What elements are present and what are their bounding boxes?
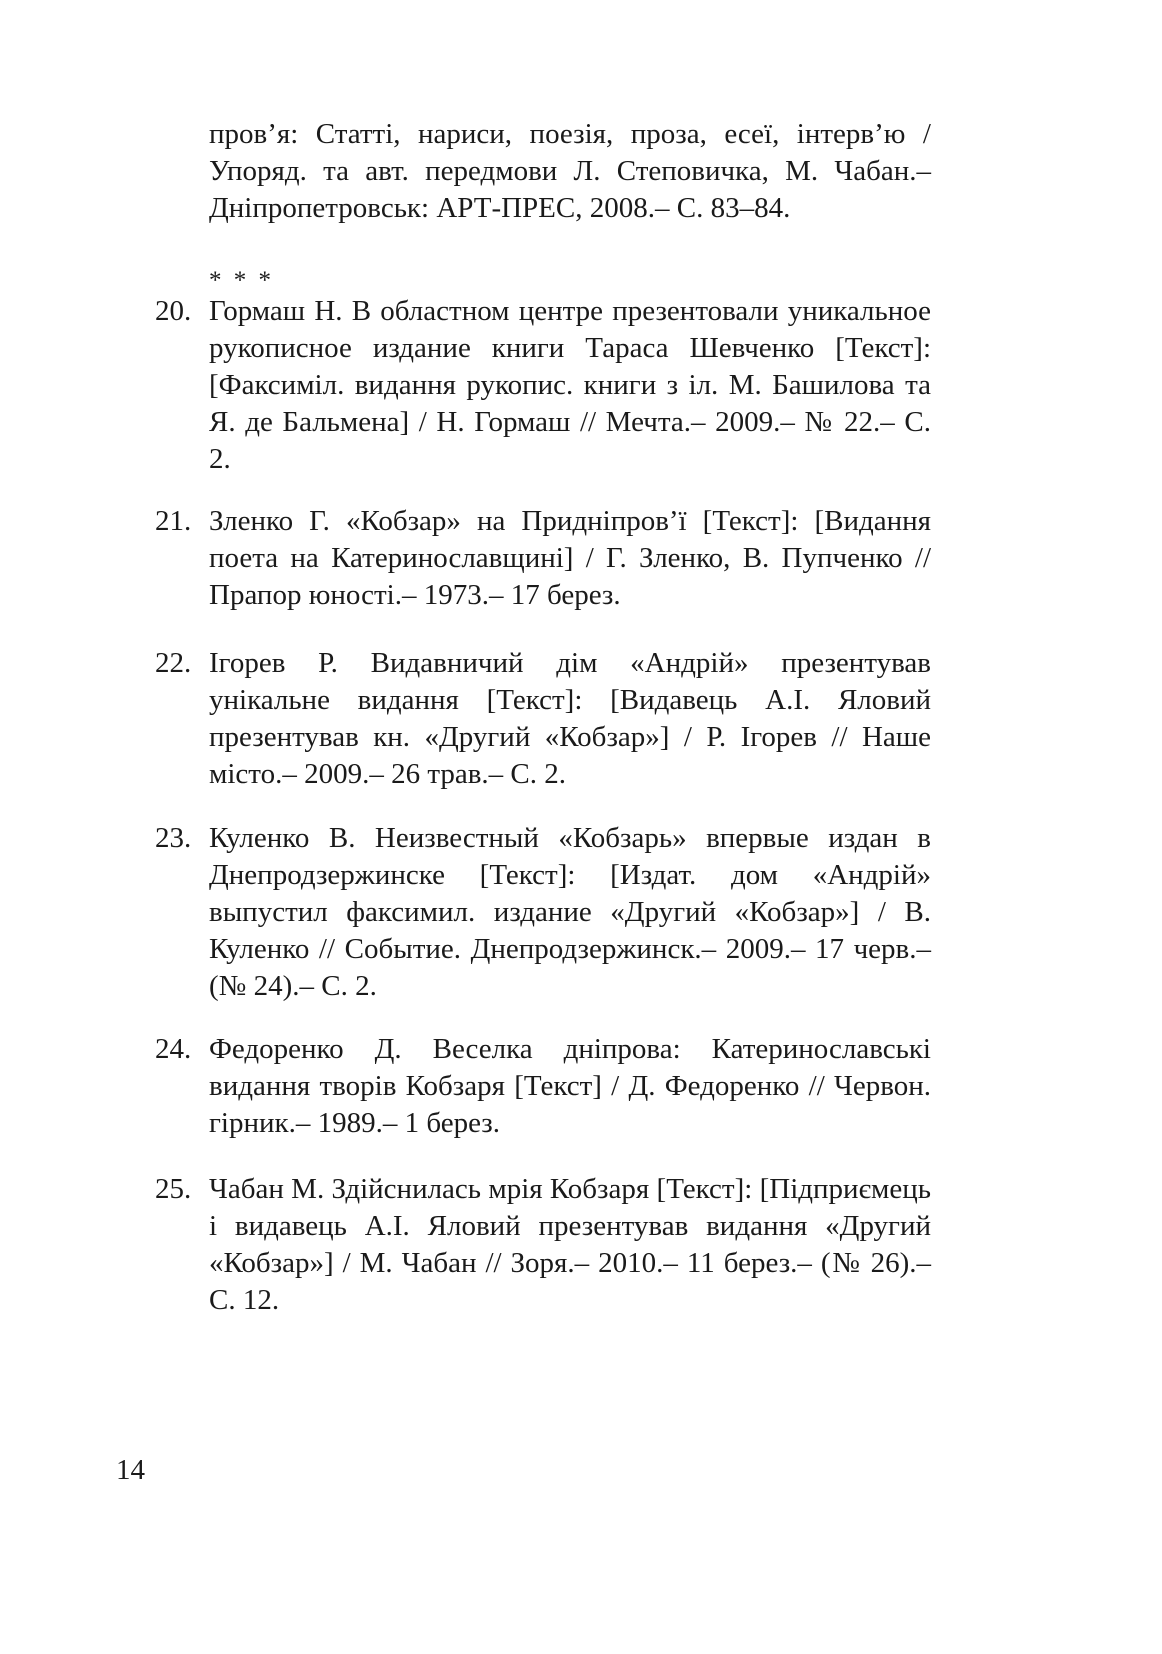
bibliography-entry-20 — [155, 293, 931, 478]
entry-number: 20. — [155, 295, 192, 327]
bibliography-entry-24 — [155, 1031, 931, 1142]
entry-number: 23. — [155, 822, 192, 854]
entry-number: 24. — [155, 1033, 192, 1065]
page-number: 14 — [116, 1454, 145, 1486]
entry-text: Ігорев Р. Видавничий дім «Андрій» презентував унікальне видання [Текст]: [Видавець А.І. Яловий презентував кн. «Другий «Кобзар»] / Р. Ігорев // Наше місто.– 2009.– 26 трав.– С. 2. — [209, 647, 931, 790]
continuation-paragraph: пров’я: Статті, нариси, поезія, проза, есеї, інтерв’ю / Упоряд. та авт. передмови Л. Степовичка, М. Чабан.– Дніпропетровськ: АРТ-ПРЕС, 2008.– С. 83–84. — [209, 118, 931, 224]
bibliography-entry-23 — [155, 820, 931, 1005]
entry-text: Зленко Г. «Кобзар» на Придніпров’ї [Текст]: [Видання поета на Катеринославщині] / Г. Зленко, В. Пупченко // Прапор юності.– 1973.– 17 берез. — [209, 505, 931, 611]
entry-number: 22. — [155, 647, 192, 679]
entry-text: Чабан М. Здійснилась мрія Кобзаря [Текст]: [Підприємець і видавець А.І. Яловий презентував видання «Другий «Кобзар»] / М. Чабан // Зоря.– 2010.– 11 берез.– (№ 26).– С. 12. — [209, 1173, 931, 1316]
entry-text: Гормаш Н. В областном центре презентовали уникальное рукописное издание книги Тараса Шевченко [Текст]: [Факсиміл. видання рукопис. книги з іл. М. Башилова та Я. де Бальмена] / Н. Гормаш // Мечта.– 2009.– № 22.– С. 2. — [209, 295, 931, 475]
bibliography-entry-21 — [155, 503, 931, 614]
entry-number: 25. — [155, 1173, 192, 1205]
entry-text: Куленко В. Неизвестный «Кобзарь» впервые издан в Днепродзержинске [Текст]: [Издат. дом «Андрій» выпустил факсимил. издание «Другий «Кобзар»] / В. Куленко // Событие. Днепродзержинск.– 2009.– 17 черв.– (№ 24).– С. 2. — [209, 822, 931, 1002]
entry-number: 21. — [155, 505, 192, 537]
entry-text: Федоренко Д. Веселка дніпрова: Катеринославські видання творів Кобзаря [Текст] / Д. Федоренко // Червон. гірник.– 1989.– 1 берез. — [209, 1033, 931, 1139]
bibliography-entry-25 — [155, 1171, 931, 1319]
section-separator: * * * — [209, 267, 274, 294]
bibliography-entry-22 — [155, 645, 931, 793]
